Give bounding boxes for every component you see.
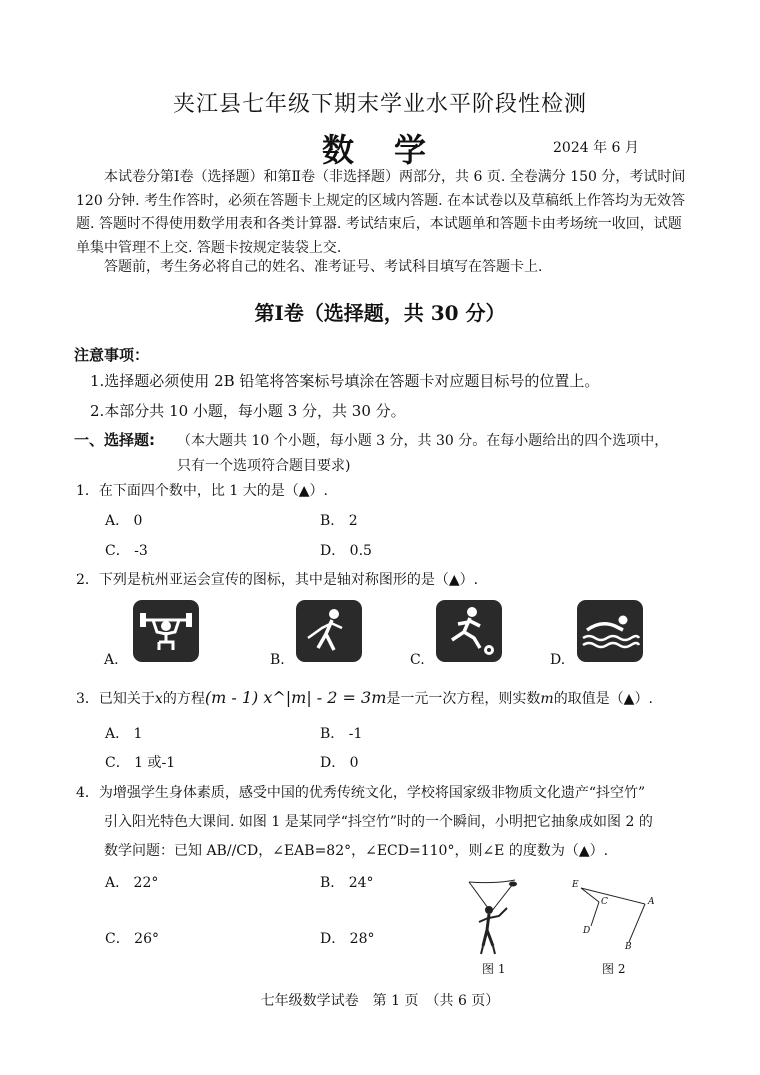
exam-title: 夹江县七年级下期末学业水平阶段性检测 [172,92,587,117]
question-4-option-b: B． 24° [320,875,374,891]
part-heading-label: 一、选择题: [74,431,155,449]
figure-1-label: 图 1 [482,962,506,976]
question-4-line-3: 数学问题：已知 AB//CD，∠EAB=82°，∠ECD=110°，则∠E 的度数为（▲）. [104,843,609,859]
question-1-option-a: A． 0 [105,513,143,529]
question-3-equation: (m - 1) x^|m| - 2 = 3m [204,688,387,707]
question-3-option-a: A． 1 [105,726,143,742]
question-3-option-d: D． 0 [320,755,359,771]
notes-heading: 注意事项： [74,346,150,364]
question-4-line-1: 4．为增强学生身体素质，感受中国的优秀传统文化，学校将国家级非物质文化遗产“抖空竹” [76,785,646,801]
question-2-option-d: D. [550,652,566,668]
note-item-2: 2.本部分共 10 小题，每小题 3 分，共 30 分。 [90,402,406,420]
exam-date: 2024 年 6 月 [553,140,639,156]
figure-2-label: 图 2 [602,962,626,976]
question-2-option-c: C. [410,652,425,668]
intro-instruction: 答题前，考生务必将自己的姓名、准考证号、考试科目填写在答题卡上. [104,259,543,275]
question-3-variable-m: m [540,691,554,707]
question-4-line-2: 引入阳光特色大课间. 如图 1 是某同学“抖空竹”时的一个瞬间，小明把它抽象成如图 2 的 [104,814,653,830]
question-1-option-d: D． 0.5 [320,543,372,559]
figure-2-geometry [565,878,665,958]
point-d-label: D [583,926,591,936]
point-b-label: B [625,942,632,952]
note-item-1: 1.选择题必须使用 2B 铅笔将答案标号填涂在答题卡对应题目标号的位置上。 [90,372,600,390]
football-icon [436,600,502,662]
question-1-option-b: B． 2 [320,513,358,529]
question-3-option-c: C． 1 或-1 [105,755,176,771]
weightlifting-icon [133,600,199,662]
question-3-stem-end: 的取值是（▲）. [553,691,653,707]
question-4-option-a: A． 22° [105,875,159,891]
part-heading [74,429,155,450]
point-c-label: C [601,897,608,907]
fencing-icon [296,600,362,662]
figure-1-diabolo-player [455,878,530,958]
question-4-option-c: C． 26° [105,931,159,947]
point-a-label: A [648,897,655,907]
page-footer: 七年级数学试卷 第 1 页 （共 6 页） [260,993,500,1009]
question-3-stem-mid: 的方程 [162,691,205,707]
question-4-option-d: D． 28° [320,931,375,947]
part-description-1: （本大题共 10 个小题，每小题 3 分，共 30 分。在每小题给出的四个选项中， [177,433,669,449]
section-title: 第Ⅰ卷（选择题，共 30 分） [254,301,506,325]
question-3-stem-post: 是一元一次方程，则实数 [386,691,541,707]
question-3-option-b: B． -1 [320,726,363,742]
subject-title: 数学 [322,131,467,169]
question-2-option-a: A. [104,652,119,668]
question-3-stem [76,688,653,708]
swimming-icon [577,600,643,662]
question-3-stem-prefix: 3．已知关于 [76,691,155,707]
intro-paragraph: 本试卷分第Ⅰ卷（选择题）和第Ⅱ卷（非选择题）两部分，共 6 页. 全卷满分 150 分，考试时间 120 分钟. 考生作答时，必须在答题卡上规定的区域内答题. 在本试卷以及草稿纸上作答均为无效答题. 答题时不得使用数学用表和各类计算器. 考试结束后，本试题单和答题卡由考场统一收回，试题单集中管理不上交. 答题卡按规定装袋上交. [76,169,686,256]
point-e-label: E [572,880,579,890]
question-1-stem: 1．在下面四个数中，比 1 大的是（▲）. [76,483,328,499]
question-3-variable-x: x [154,691,163,707]
part-description-2: 只有一个选项符合题目要求) [177,458,351,474]
question-1-option-c: C． -3 [105,543,148,559]
question-2-option-b: B. [270,652,285,668]
question-2-stem: 2．下列是杭州亚运会宣传的图标，其中是轴对称图形的是（▲）. [76,572,479,588]
